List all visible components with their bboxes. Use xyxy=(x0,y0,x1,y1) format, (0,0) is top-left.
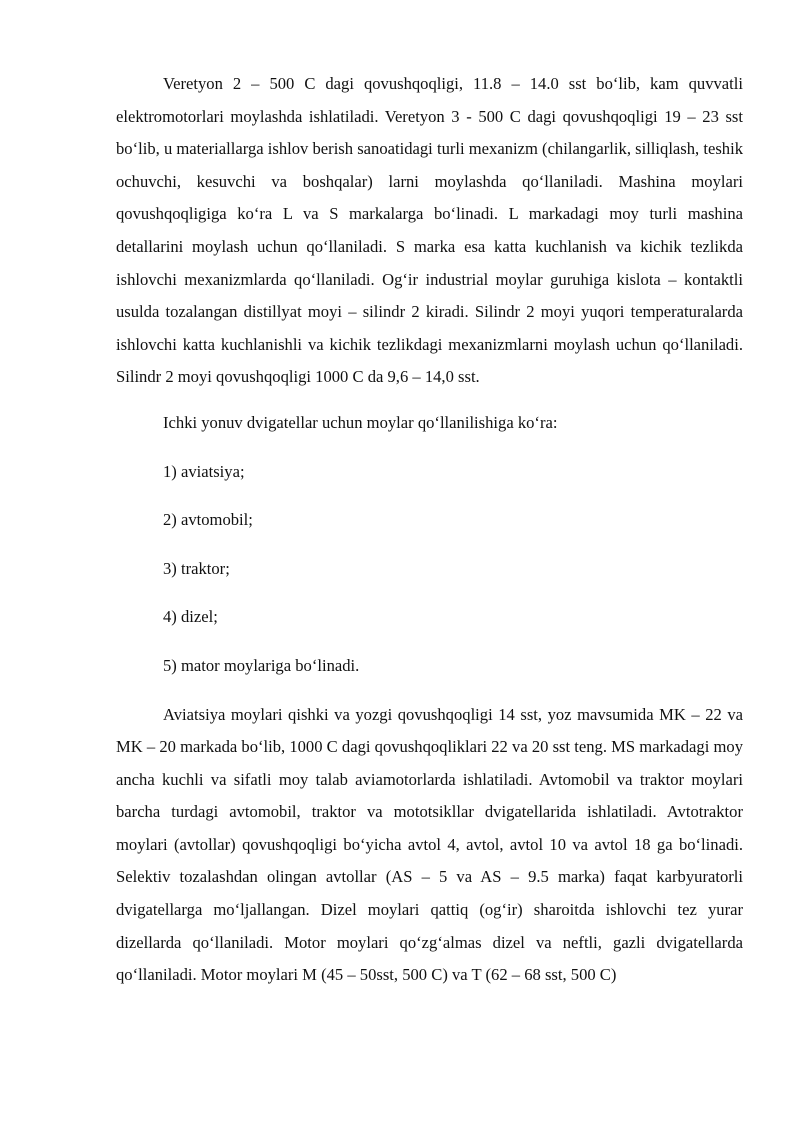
list-intro: Ichki yonuv dvigatellar uchun moylar qo‘llanilishiga ko‘ra: xyxy=(163,412,558,432)
list-item-dizel: 4) dizel; xyxy=(163,607,218,627)
paragraph-aviatsiya: Aviatsiya moylari qishki va yozgi qovushqoqligi 14 sst, yoz mavsumida MK – 22 va MK – 20 markada bo‘lib, 1000 C dagi qovushqoqliklari 22 va 20 sst teng. MS markadagi moy ancha kuchli va sifatli moy talab aviamotorlarda ishlatiladi. Avtomobil va traktor moylari barcha turdagi avtomobil, traktor va mototsikllar dvigatellarida ishlatiladi. Avtotraktor moylari (avtollar) qovushqoqligi bo‘yicha avtol 4, avtol, avtol 10 va avtol 18 ga bo‘linadi. Selektiv tozalashdan olingan avtollar (AS – 5 va AS – 9.5 marka) faqat karbyuratorli dvigatellarga mo‘ljallangan. Dizel moylari qattiq (og‘ir) sharoitda ishlovchi tez yurar dizellarda qo‘llaniladi. Motor moylari qo‘zg‘almas dizel va neftli, gazli dvigatellarda qo‘llaniladi. Motor moylari M (45 – 50sst, 500 C) va T (62 – 68 sst, 500 C) xyxy=(116,704,743,985)
document-page xyxy=(116,68,743,992)
paragraph-veretyon: Veretyon 2 – 500 C dagi qovushqoqligi, 11.8 – 14.0 sst bo‘lib, kam quvvatli elektromotorlari moylashda ishlatiladi. Veretyon 3 - 500 C dagi qovushqoqligi 19 – 23 sst bo‘lib, u materiallarga ishlov berish sanoatidagi turli mexanizm (chilangarlik, silliqlash, teshik ochuvchi, kesuvchi va boshqalar) larni moylashda qo‘llaniladi. Mashina moylari qovushqoqligiga ko‘ra L va S markalarga bo‘linadi. L markadagi moy turli mashina detallarini moylash uchun qo‘llaniladi. S marka esa katta kuchlanish va kichik tezlikda ishlovchi mexanizmlarda qo‘llaniladi. Og‘ir industrial moylar guruhiga kislota – kontaktli usulda tozalangan distillyat moyi – silindr 2 kiradi. Silindr 2 moyi yuqori temperaturalarda ishlovchi katta kuchlanishli va kichik tezlikdagi mexanizmlarni moylash uchun qo‘llaniladi. Silindr 2 moyi qovushqoqligi 1000 C da 9,6 – 14,0 sst. xyxy=(116,74,743,387)
list-item-traktor: 3) traktor; xyxy=(163,558,230,578)
list-item-avtomobil: 2) avtomobil; xyxy=(163,510,253,530)
list-item-aviatsiya: 1) aviatsiya; xyxy=(163,461,245,481)
list-item-mator: 5) mator moylariga bo‘linadi. xyxy=(163,655,360,675)
